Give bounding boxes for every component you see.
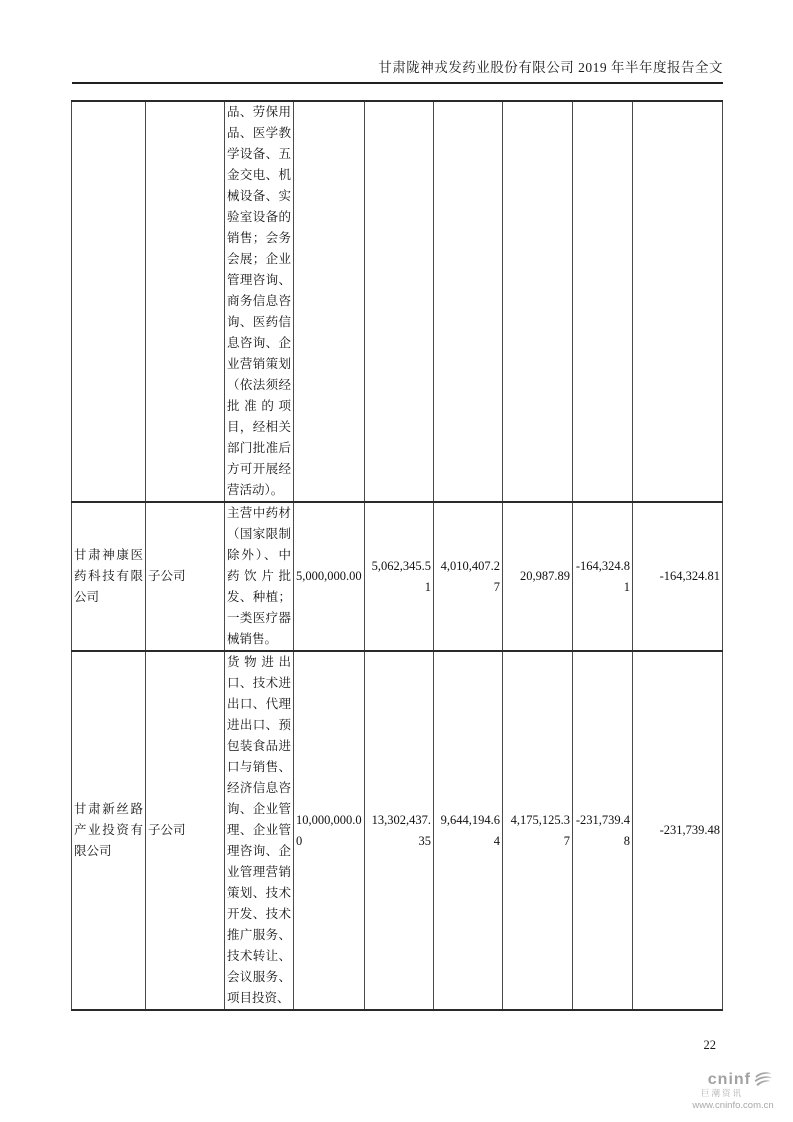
cninfo-brand-text: cninf xyxy=(707,1070,751,1088)
subsidiaries-table xyxy=(71,100,723,1011)
cninfo-watermark xyxy=(687,1071,779,1112)
cell-value-1 xyxy=(294,101,365,502)
cell-business-scope: 主营中药材（国家限制除外）、中药饮片批发、种植；一类医疗器械销售。 xyxy=(225,502,294,651)
cell-value-1: 5,000,000.00 xyxy=(294,502,365,651)
cninfo-url: www.cninfo.com.cn xyxy=(692,1100,774,1111)
cell-value-4 xyxy=(503,101,573,502)
cell-company-type: 子公司 xyxy=(146,651,225,1010)
cell-company: 甘肃神康医药科技有限公司 xyxy=(72,502,146,651)
cell-value-2: 13,302,437.35 xyxy=(365,651,434,1010)
cell-business-scope: 品、劳保用品、医学教学设备、五金交电、机械设备、实验室设备的销售；会务会展；企业管理咨询、商务信息咨询、医药信息咨询、企业营销策划（依法须经批准的项目，经相关部门批准后方可开展经营活动）。 xyxy=(225,101,294,502)
cell-value-6 xyxy=(633,101,723,502)
cell-business-scope: 货物进出口、技术进出口、代理进出口、预包装食品进口与销售、经济信息咨询、企业管理、企业管理咨询、企业管理营销策划、技术开发、技术推广服务、技术转让、会议服务、项目投资、 xyxy=(225,651,294,1010)
cell-value-5 xyxy=(573,101,633,502)
cell-value-2 xyxy=(365,101,434,502)
cell-company-type xyxy=(146,101,225,502)
cell-value-4: 20,987.89 xyxy=(503,502,573,651)
cell-value-5: -164,324.81 xyxy=(573,502,633,651)
cell-company-type: 子公司 xyxy=(146,502,225,651)
header-rule xyxy=(72,82,723,84)
page-number: 22 xyxy=(703,1038,716,1052)
cell-value-3: 9,644,194.64 xyxy=(434,651,503,1010)
cell-value-6: -164,324.81 xyxy=(633,502,723,651)
cell-value-5: -231,739.48 xyxy=(573,651,633,1010)
cell-value-3 xyxy=(434,101,503,502)
cell-value-2: 5,062,345.51 xyxy=(365,502,434,651)
cell-company xyxy=(72,101,146,502)
cninfo-chinese-name: 巨潮资讯 xyxy=(700,1088,743,1098)
cell-value-3: 4,010,407.27 xyxy=(434,502,503,651)
cninfo-swirl-icon xyxy=(753,1071,773,1088)
report-header-title: 甘肃陇神戎发药业股份有限公司 2019 年半年度报告全文 xyxy=(378,60,723,75)
cell-company: 甘肃新丝路产业投资有限公司 xyxy=(72,651,146,1010)
cell-value-6: -231,739.48 xyxy=(633,651,723,1010)
cell-value-1: 10,000,000.00 xyxy=(294,651,365,1010)
cell-value-4: 4,175,125.37 xyxy=(503,651,573,1010)
table-row xyxy=(72,651,723,1010)
table-row xyxy=(72,502,723,651)
table-row xyxy=(72,101,723,502)
